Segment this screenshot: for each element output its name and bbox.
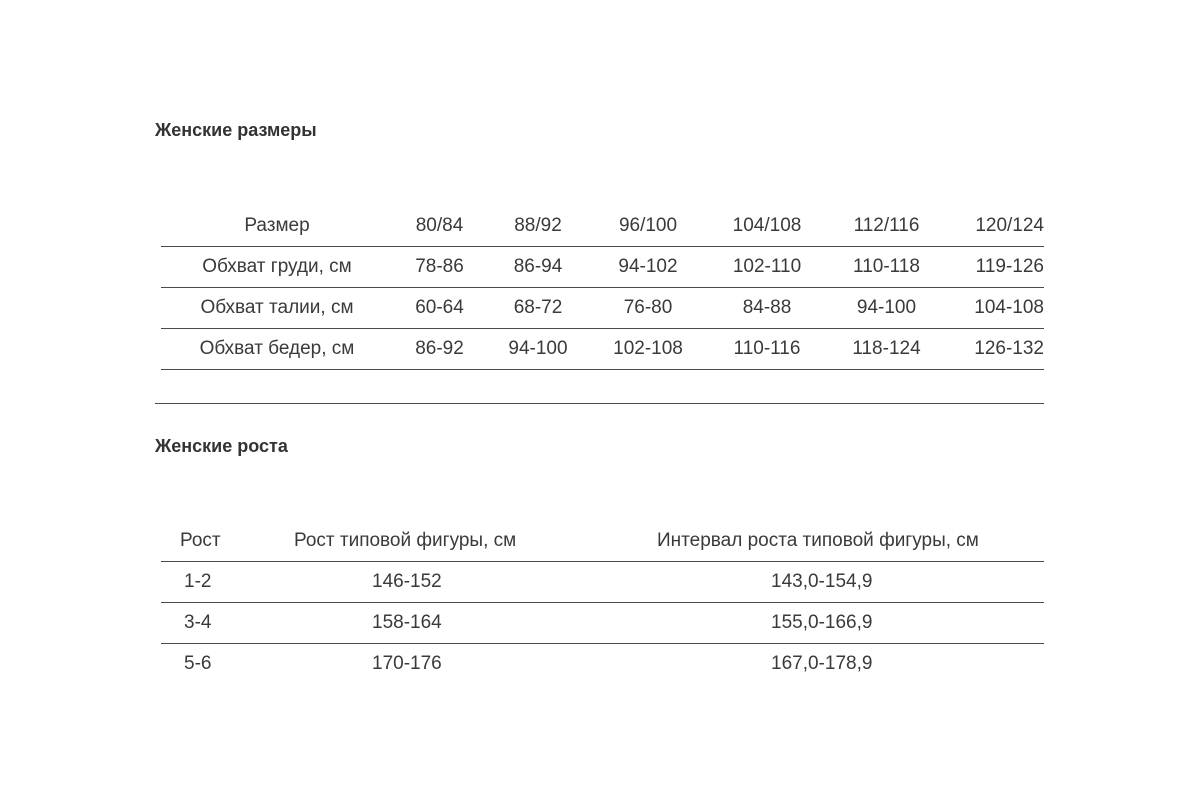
table-cell: 3-4: [161, 603, 262, 644]
table-cell: 102-110: [706, 247, 828, 288]
table-cell: 94-102: [590, 247, 706, 288]
table-cell: 110-118: [828, 247, 945, 288]
column-header: 112/116: [828, 206, 945, 247]
column-header: 80/84: [393, 206, 486, 247]
table-cell: 118-124: [828, 329, 945, 370]
table-cell: 94-100: [828, 288, 945, 329]
table-cell: 146-152: [262, 562, 595, 603]
table-cell: 143,0-154,9: [595, 562, 1044, 603]
column-header: Размер: [161, 206, 393, 247]
table-cell: 78-86: [393, 247, 486, 288]
row-label: Обхват бедер, см: [161, 329, 393, 370]
table-cell: 155,0-166,9: [595, 603, 1044, 644]
heights-section-title: Женские роста: [155, 436, 288, 456]
table-cell: 94-100: [486, 329, 590, 370]
table-cell: 158-164: [262, 603, 595, 644]
sizes-section-title: Женские размеры: [155, 120, 317, 140]
column-header: 88/92: [486, 206, 590, 247]
table-cell: 102-108: [590, 329, 706, 370]
table-row: [161, 644, 1044, 685]
table-cell: 104-108: [945, 288, 1044, 329]
table-cell: 86-92: [393, 329, 486, 370]
table-cell: 126-132: [945, 329, 1044, 370]
column-header: 96/100: [590, 206, 706, 247]
column-header: 104/108: [706, 206, 828, 247]
table-row: [161, 288, 1044, 329]
table-row: [161, 329, 1044, 370]
table-cell: 167,0-178,9: [771, 653, 873, 674]
table-cell: 76-80: [590, 288, 706, 329]
table-cell: 119-126: [945, 247, 1044, 288]
column-header: Рост: [161, 521, 262, 562]
table-cell: 1-2: [161, 562, 262, 603]
heights-table: [161, 521, 1044, 684]
section-divider: [155, 403, 1044, 404]
table-cell: 86-94: [486, 247, 590, 288]
column-header: 120/124: [945, 206, 1044, 247]
table-header-row: [161, 521, 1044, 562]
table-row: [161, 247, 1044, 288]
column-header: Интервал роста типовой фигуры, см: [595, 521, 1044, 562]
sizes-table: [161, 206, 1044, 370]
table-cell: 5-6: [184, 653, 212, 674]
table-cell: 170-176: [372, 653, 442, 674]
table-row: [161, 562, 1044, 603]
table-row: [161, 603, 1044, 644]
table-cell: 60-64: [393, 288, 486, 329]
table-cell: 110-116: [706, 329, 828, 370]
column-header: Рост типовой фигуры, см: [262, 521, 595, 562]
table-header-row: [161, 206, 1044, 247]
table-cell: 84-88: [706, 288, 828, 329]
row-label: Обхват талии, см: [161, 288, 393, 329]
table-cell: 68-72: [486, 288, 590, 329]
row-label: Обхват груди, см: [161, 247, 393, 288]
